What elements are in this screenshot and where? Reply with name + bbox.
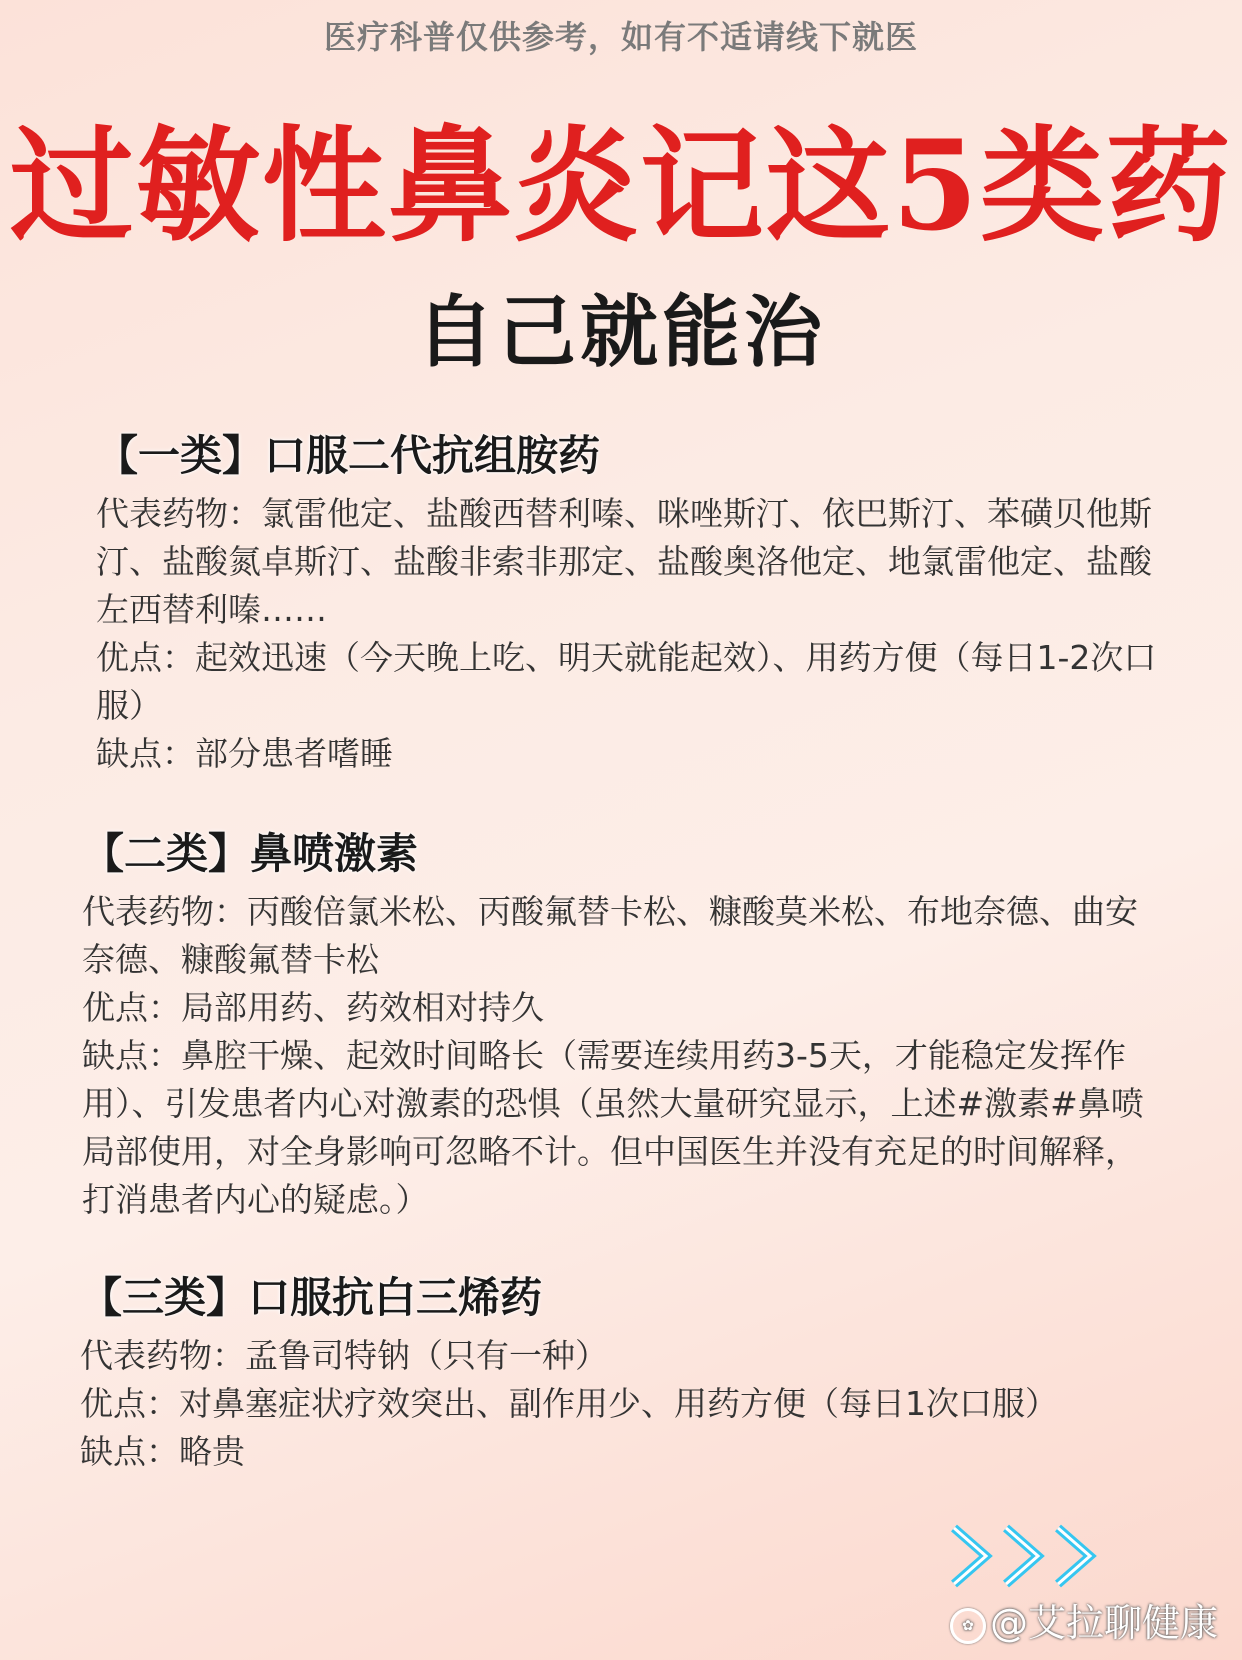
drugs-text: 代表药物：氯雷他定、盐酸西替利嗪、咪唑斯汀、依巴斯汀、苯磺贝他斯汀、盐酸氮卓斯汀、盐酸非索非那定、盐酸奥洛他定、地氯雷他定、盐酸左西替利嗪…… [96, 494, 1152, 629]
paw-icon: ✿ [950, 1608, 986, 1644]
cons-text: 缺点：鼻腔干燥、起效时间略长（需要连续用药3-5天，才能稳定发挥作用）、引发患者内心对激素的恐惧（虽然大量研究显示，上述#激素#鼻喷局部使用，对全身影响可忽略不计。但中国医生并没有充足的时间解释，打消患者内心的疑虑。） [82, 1036, 1144, 1219]
pros-text: 优点：局部用药、药效相对持久 [82, 988, 544, 1027]
watermark-text: @艾拉聊健康 [990, 1601, 1219, 1645]
section-name: 口服二代抗组胺药 [264, 431, 601, 480]
section-heading [82, 826, 1162, 882]
section-heading [80, 1270, 1160, 1326]
watermark [950, 1592, 1218, 1647]
section-class-2 [82, 826, 1162, 1224]
drugs-text: 代表药物：孟鲁司特钠（只有一种） [80, 1336, 608, 1375]
cons-text: 缺点：略贵 [80, 1432, 245, 1471]
section-tag: 【二类】 [82, 829, 251, 878]
page-subtitle: 自己就能治 [415, 288, 826, 378]
page-title: 过敏性鼻炎记这5类药 [9, 114, 1233, 259]
section-tag: 【一类】 [96, 431, 265, 480]
chevrons-right-icon [946, 1520, 1136, 1592]
drugs-text: 代表药物：丙酸倍氯米松、丙酸氟替卡松、糠酸莫米松、布地奈德、曲安奈德、糠酸氟替卡松 [82, 892, 1138, 979]
pros-text: 优点：对鼻塞症状疗效突出、副作用少、用药方便（每日1次口服） [80, 1384, 1058, 1423]
section-tag: 【三类】 [80, 1273, 249, 1322]
section-name: 鼻喷激素 [250, 829, 419, 878]
pros-text: 优点：起效迅速（今天晚上吃、明天就能起效）、用药方便（每日1-2次口服） [96, 638, 1157, 725]
section-class-3 [80, 1270, 1160, 1476]
cons-text: 缺点：部分患者嗜睡 [96, 734, 393, 773]
section-heading [96, 428, 1166, 484]
section-class-1 [96, 428, 1166, 778]
disclaimer-text: 医疗科普仅供参考，如有不适请线下就医 [323, 18, 918, 56]
section-name: 口服抗白三烯药 [248, 1273, 543, 1322]
